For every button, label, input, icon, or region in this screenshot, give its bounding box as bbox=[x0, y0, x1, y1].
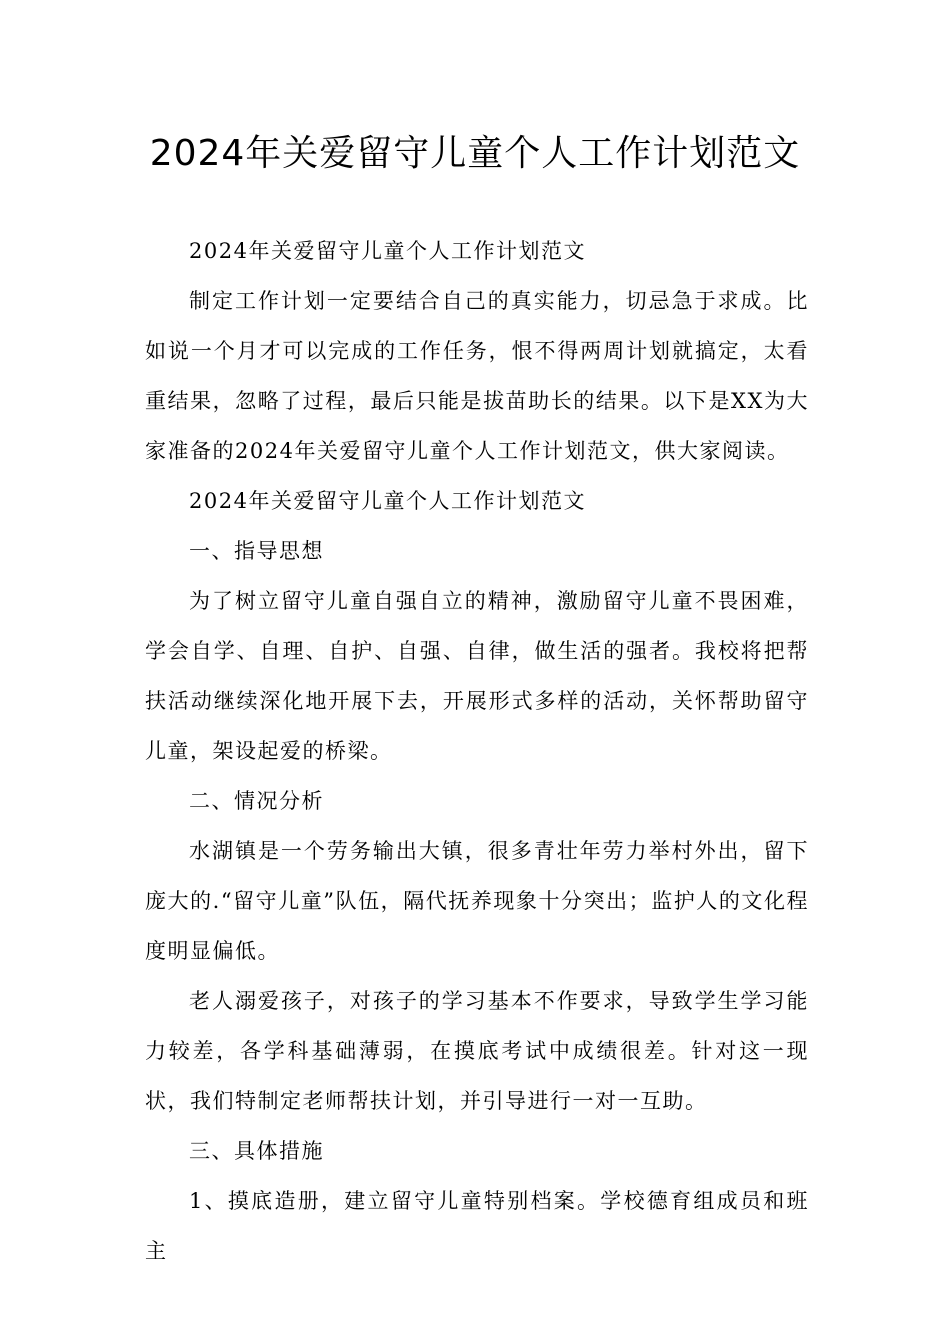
section-heading-measures: 三、具体措施 bbox=[189, 1139, 324, 1163]
section-heading-situation-analysis: 二、情况分析 bbox=[189, 789, 324, 813]
paragraph-measure-1: 1、摸底造册，建立留守儿童特别档案。学校德育组成员和班主 bbox=[145, 1189, 809, 1263]
document-body bbox=[145, 226, 809, 1276]
paragraph-situation-1: 水湖镇是一个劳务输出大镇，很多青壮年劳力举村外出，留下庞大的.“留守儿童”队伍，隔代抚养现象十分突出；监护人的文化程度明显偏低。 bbox=[145, 839, 809, 963]
section-heading-guiding-ideology: 一、指导思想 bbox=[189, 539, 324, 563]
paragraph-intro: 制定工作计划一定要结合自己的真实能力，切忌急于求成。比如说一个月才可以完成的工作任务，恨不得两周计划就搞定，太看重结果，忽略了过程，最后只能是拔苗助长的结果。以下是XX为大家准备的2024年关爱留守儿童个人工作计划范文，供大家阅读。 bbox=[145, 289, 809, 463]
paragraph-subtitle: 2024年关爱留守儿童个人工作计划范文 bbox=[189, 239, 586, 263]
paragraph-guiding-ideology: 为了树立留守儿童自强自立的精神，激励留守儿童不畏困难，学会自学、自理、自护、自强、自律，做生活的强者。我校将把帮扶活动继续深化地开展下去，开展形式多样的活动，关怀帮助留守儿童，架设起爱的桥梁。 bbox=[145, 589, 809, 763]
paragraph-situation-2: 老人溺爱孩子，对孩子的学习基本不作要求，导致学生学习能力较差，各学科基础薄弱，在摸底考试中成绩很差。针对这一现状，我们特制定老师帮扶计划，并引导进行一对一互助。 bbox=[145, 989, 809, 1113]
paragraph-subtitle-repeat: 2024年关爱留守儿童个人工作计划范文 bbox=[189, 489, 586, 513]
document-title: 2024年关爱留守儿童个人工作计划范文 bbox=[149, 133, 801, 174]
